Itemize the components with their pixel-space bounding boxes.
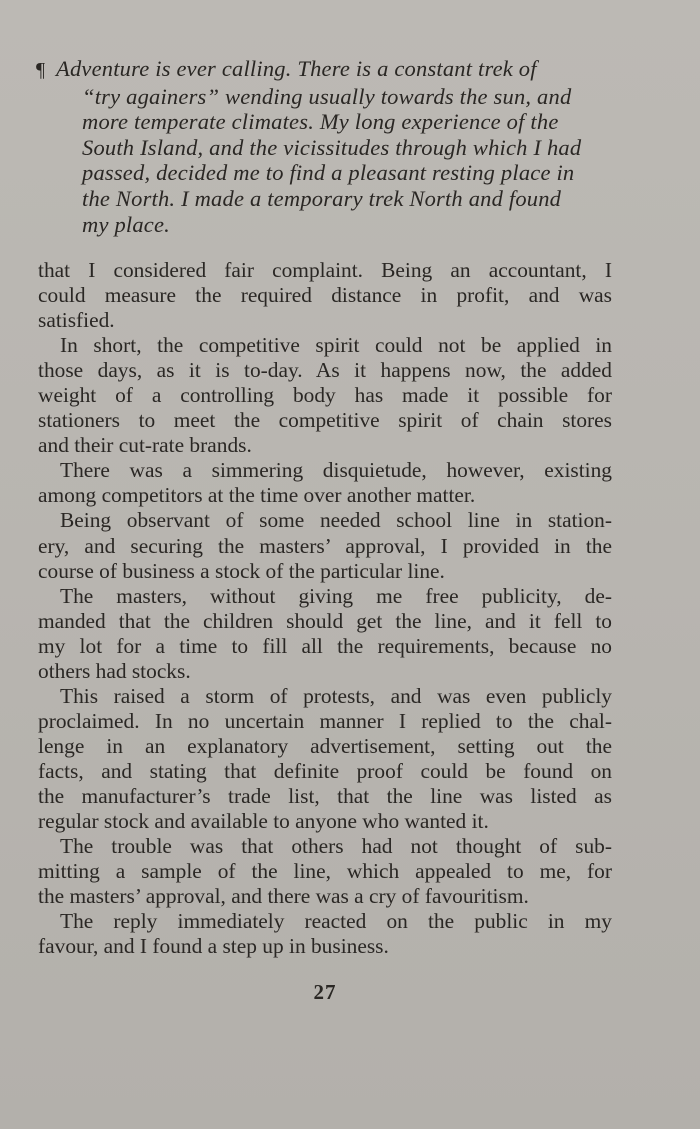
- text-line: lenge in an explanatory advertisement, setting out the: [38, 733, 612, 758]
- text-line: those days, as it is to-day. As it happens now, the added: [38, 358, 612, 383]
- epigraph-line: ¶ Adventure is ever calling. There is a constant trek of: [36, 56, 616, 84]
- text-line: regular stock and available to anyone who wanted it.: [38, 809, 489, 834]
- text-line: There was a simmering disquietude, however, existing: [60, 458, 612, 483]
- pilcrow-icon: ¶: [36, 59, 46, 81]
- epigraph-block: [36, 56, 616, 237]
- text-line: among competitors at the time over another matter.: [38, 483, 476, 508]
- text-line: In short, the competitive spirit could not be applied in: [60, 333, 612, 358]
- text-line: This raised a storm of protests, and was even publicly: [60, 683, 612, 708]
- text-line: course of business a stock of the particular line.: [38, 558, 445, 583]
- epigraph-line: “try againers” wending usually towards the sun, and: [82, 83, 572, 109]
- text-line: favour, and I found a step up in business.: [38, 934, 389, 959]
- text-line: satisfied.: [38, 308, 115, 333]
- text-line: ery, and securing the masters’ approval, I provided in the: [38, 533, 612, 558]
- text-line: Being observant of some needed school line in station-: [60, 508, 612, 533]
- epigraph-line: my place.: [82, 211, 171, 237]
- epigraph-line: more temperate climates. My long experience of the: [82, 109, 559, 135]
- text-line: manded that the children should get the line, and it fell to: [38, 608, 612, 633]
- epigraph-line: passed, decided me to find a pleasant resting place in: [82, 160, 575, 186]
- text-line: could measure the required distance in profit, and was: [38, 283, 612, 308]
- body-text: [38, 258, 612, 959]
- text-line: facts, and stating that definite proof could be found on: [38, 758, 612, 783]
- text-line: mitting a sample of the line, which appealed to me, for: [38, 859, 612, 884]
- text-line: others had stocks.: [38, 658, 191, 683]
- page-number: 27: [313, 980, 337, 1004]
- text-line: the masters’ approval, and there was a cry of favouritism.: [38, 884, 529, 909]
- text-line: and their cut-rate brands.: [38, 433, 252, 458]
- text-line: that I considered fair complaint. Being an accountant, I: [38, 258, 612, 282]
- text-line: stationers to meet the competitive spirit of chain stores: [38, 408, 612, 433]
- text-line: The trouble was that others had not thought of sub-: [60, 834, 612, 859]
- text-line: the manufacturer’s trade list, that the line was listed as: [38, 783, 612, 808]
- epigraph-line: South Island, and the vicissitudes through which I had: [82, 134, 582, 160]
- text-line: The masters, without giving me free publicity, de-: [60, 583, 612, 608]
- text-line: weight of a controlling body has made it possible for: [38, 383, 612, 408]
- text-line: my lot for a time to fill all the requirements, because no: [38, 633, 612, 658]
- epigraph-line: the North. I made a temporary trek North and found: [82, 185, 562, 211]
- text-line: The reply immediately reacted on the public in my: [60, 909, 612, 934]
- text-line: proclaimed. In no uncertain manner I replied to the chal-: [38, 708, 612, 733]
